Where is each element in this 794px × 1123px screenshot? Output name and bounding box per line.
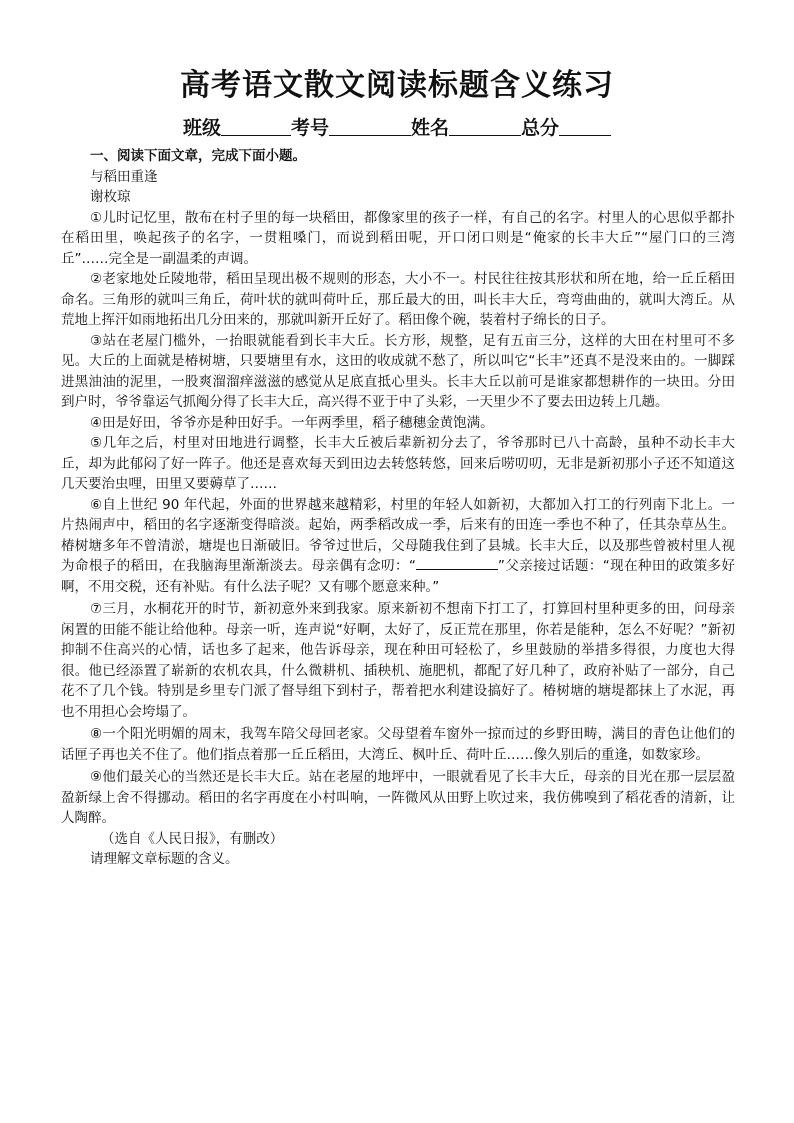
- score-blank[interactable]: [559, 118, 611, 136]
- paragraph-7: ⑦三月，水桐花开的时节，新初意外来到我家。原来新初不想南下打工了，打算回村里种更多的田，问母亲闲置的田能不能让给他种。母亲一听，连声说“好啊，太好了，反正荒在那里，你若是能种，怎么不好呢？”新初抑制不住高兴的心情，话也多了起来，他告诉母亲，现在种田可轻松了，乡里鼓励的举措多得很，力度也大得很。他已经添置了崭新的农机农具，什么微耕机、插秧机、施肥机，都配了好几种了，政府补贴了一部分，自己花不了几个钱。特别是乡里专门派了督导组下到村子，帮着把水利建设搞好了。椿树塘的塘堤都抹上了水泥，再也不用担心会垮塌了。: [61, 601, 735, 720]
- question-instruction: 一、阅读下面文章，完成下面小题。: [90, 148, 306, 164]
- article-title: 与稻田重逢: [90, 168, 158, 185]
- page-title: 高考语文散文阅读标题含义练习: [180, 68, 614, 103]
- score-label: 总分: [521, 117, 560, 139]
- paragraph-3: ③站在老屋门槛外，一抬眼就能看到长丰大丘。长方形，规整，足有五亩三分，这样的大田在村里可不多见。大丘的上面就是椿树塘，只要塘里有水，这田的收成就不愁了，所以叫它“长丰”还真不是没来由的。一脚踩进黑油油的泥里，一股爽溜溜痒滋滋的感觉从足底直抵心里头。长丰大丘以前可是谁家都想耕作的一块田。分田到户时，爷爷靠运气抓阄分得了长丰大丘，高兴得不亚于中了头彩，一天里少不了要去田边转上几趟。: [61, 332, 735, 410]
- exam-number-label: 考号: [290, 117, 329, 139]
- paragraph-4: ④田是好田，爷爷亦是种田好手。一年两季里，稻子穗穗金黄饱满。: [90, 414, 494, 431]
- paragraph-2: ②老家地处丘陵地带，稻田呈现出极不规则的形态，大小不一。村民往往按其形状和所在地，给一丘丘稻田命名。三角形的就叫三角丘，荷叶状的就叫荷叶丘，那丘最大的田，叫长丰大丘，弯弯曲曲的，就叫大湾丘。从荒地上挥汗如雨地拓出几分田来的，那就叫新开丘好了。稻田像个碗，装着村子绵长的日子。: [61, 271, 735, 328]
- class-blank[interactable]: [221, 118, 291, 136]
- source-note: （选自《人民日报》，有删改）: [101, 830, 284, 847]
- paragraph-8: ⑧一个阳光明媚的周末，我驾车陪父母回老家。父母望着车窗外一掠而过的乡野田畴，满目的青色让他们的话匣子再也关不住了。他们指点着那一丘丘稻田，大湾丘、枫叶丘、荷叶丘……像久别后的重逢，如数家珍。: [61, 726, 735, 763]
- name-blank[interactable]: [449, 118, 521, 136]
- exam-number-blank[interactable]: [329, 118, 411, 136]
- fill-in-blank[interactable]: [416, 556, 498, 570]
- paragraph-6-part-b: ”父亲接过话题：“现在种田的政策多好啊，不用交税，还有补贴。有什么法子呢？又有哪个愿意来种。”: [61, 558, 735, 595]
- paragraph-6-part-a: ⑥自上世纪 90 年代起，外面的世界越来越精彩，村里的年轻人如新初，大都加入打工的行列南下北上。一片热闹声中，稻田的名字逐渐变得暗淡。起始，两季稻改成一季，后来有的田连一季也不种了，任其杂草丛生。椿树塘多年不曾清淤，塘堤也日渐破旧。爷爷过世后，父母随我住到了县城。长丰大丘，以及那些曾被村里人视为命根子的稻田，在我脑海里渐渐淡去。母亲偶有念叨：“: [61, 496, 735, 574]
- article-author: 谢枚琼: [90, 189, 131, 205]
- class-label: 班级: [182, 117, 221, 139]
- paragraph-1: ①儿时记忆里，散布在村子里的每一块稻田，都像家里的孩子一样，有自己的名字。村里人的心思似乎都扑在稻田里，唤起孩子的名字，一贯粗嗓门，而说到稻田呢，开口闭口则是“俺家的长丰大丘”“屋门口的三湾丘”……完全是一副温柔的声调。: [61, 209, 735, 267]
- name-label: 姓名: [411, 117, 450, 139]
- paragraph-6: [61, 495, 735, 598]
- student-info-line: [0, 113, 794, 140]
- paragraph-9: ⑨他们最关心的当然还是长丰大丘。站在老屋的地坪中，一眼就看见了长丰大丘，母亲的目光在那一层层盈盈新绿上舍不得挪动。稻田的名字再度在小村叫响，一阵微风从田野上吹过来，我仿佛嗅到了稻花香的清新，让人陶醉。: [61, 769, 735, 826]
- paragraph-5: ⑤几年之后，村里对田地进行调整，长丰大丘被后辈新初分去了，爷爷那时已八十高龄，虽种不动长丰大丘，却为此郁闷了好一阵子。他还是喜欢每天到田边去转悠转悠，回来后唠叨叨，无非是新初那小子还不知道这几天要治虫哩，田里又要薅草了……: [61, 435, 735, 492]
- question-prompt: 请理解文章标题的含义。: [90, 851, 239, 867]
- reading-passage: [61, 146, 735, 870]
